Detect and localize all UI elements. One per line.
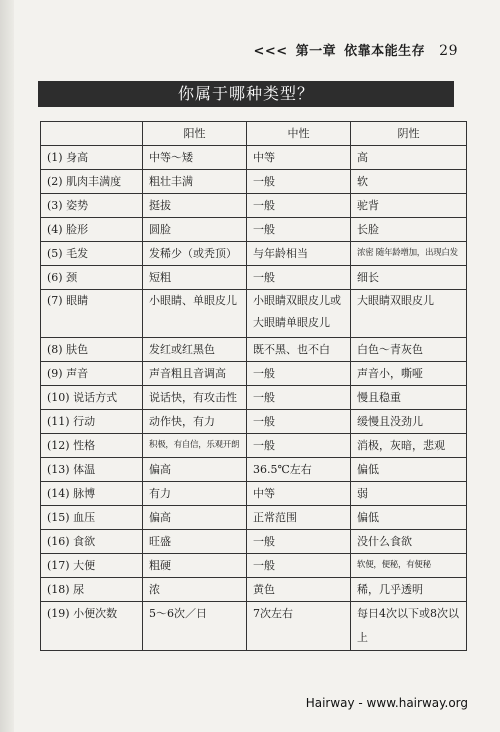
row-label: (3) 姿势 <box>41 194 143 218</box>
row-label: (9) 声音 <box>41 362 143 386</box>
yang-cell: 旺盛 <box>143 530 247 554</box>
table-row <box>41 602 467 651</box>
running-head <box>253 40 458 59</box>
table-header-row <box>41 122 467 146</box>
yin-cell: 缓慢且没劲儿 <box>351 410 467 434</box>
neutral-cell: 小眼睛双眼皮儿或大眼睛单眼皮儿 <box>247 290 351 338</box>
row-label: (8) 肤色 <box>41 338 143 362</box>
yin-cell: 软便，便秘，有便秘 <box>351 554 467 578</box>
yin-cell: 长脸 <box>351 218 467 242</box>
table-row <box>41 218 467 242</box>
table-row <box>41 266 467 290</box>
neutral-cell: 一般 <box>247 218 351 242</box>
book-spine-shadow <box>0 0 14 732</box>
table-row <box>41 170 467 194</box>
neutral-cell: 一般 <box>247 434 351 458</box>
neutral-cell: 一般 <box>247 554 351 578</box>
neutral-cell: 与年龄相当 <box>247 242 351 266</box>
table-row <box>41 338 467 362</box>
neutral-cell: 一般 <box>247 530 351 554</box>
table-row <box>41 194 467 218</box>
row-label: (18) 尿 <box>41 578 143 602</box>
yin-cell: 高 <box>351 146 467 170</box>
neutral-cell: 黄色 <box>247 578 351 602</box>
table-row <box>41 146 467 170</box>
watermark-text: Hairway - www.hairway.org <box>305 696 468 710</box>
yin-cell: 弱 <box>351 482 467 506</box>
yang-cell: 5～6次／日 <box>143 602 247 651</box>
yin-cell: 没什么食欲 <box>351 530 467 554</box>
table-row <box>41 554 467 578</box>
table-row <box>41 386 467 410</box>
yang-cell: 动作快，有力 <box>143 410 247 434</box>
yang-cell: 积极，有自信，乐观开朗 <box>143 434 247 458</box>
yin-cell: 白色～青灰色 <box>351 338 467 362</box>
row-label: (1) 身高 <box>41 146 143 170</box>
chapter-label: 第一章 <box>295 44 337 59</box>
header-cell-yin: 阴性 <box>351 122 467 146</box>
body-type-table <box>40 121 467 651</box>
table-row <box>41 434 467 458</box>
table-row <box>41 578 467 602</box>
neutral-cell: 既不黑、也不白 <box>247 338 351 362</box>
page-number: 29 <box>439 43 458 59</box>
neutral-cell: 中等 <box>247 146 351 170</box>
yang-cell: 小眼睛、单眼皮儿 <box>143 290 247 338</box>
yang-cell: 中等～矮 <box>143 146 247 170</box>
header-cell-neutral: 中性 <box>247 122 351 146</box>
yang-cell: 挺拔 <box>143 194 247 218</box>
header-cell-yang: 阳性 <box>143 122 247 146</box>
neutral-cell: 一般 <box>247 170 351 194</box>
yang-cell: 有力 <box>143 482 247 506</box>
table-row <box>41 458 467 482</box>
yang-cell: 偏高 <box>143 506 247 530</box>
row-label: (5) 毛发 <box>41 242 143 266</box>
row-label: (13) 体温 <box>41 458 143 482</box>
yin-cell: 稀，几乎透明 <box>351 578 467 602</box>
yin-cell: 细长 <box>351 266 467 290</box>
chapter-title: 依靠本能生存 <box>344 44 426 59</box>
yang-cell: 偏高 <box>143 458 247 482</box>
running-head-marker: <<< <box>253 44 288 59</box>
table-row <box>41 482 467 506</box>
yang-cell: 粗硬 <box>143 554 247 578</box>
yin-cell: 浓密 随年龄增加，出现白发 <box>351 242 467 266</box>
table-row <box>41 530 467 554</box>
table-row <box>41 506 467 530</box>
table-row <box>41 290 467 338</box>
neutral-cell: 一般 <box>247 410 351 434</box>
yang-cell: 粗壮丰满 <box>143 170 247 194</box>
yin-cell: 驼背 <box>351 194 467 218</box>
yin-cell: 慢且稳重 <box>351 386 467 410</box>
row-label: (12) 性格 <box>41 434 143 458</box>
row-label: (19) 小便次数 <box>41 602 143 651</box>
yang-cell: 声音粗且音调高 <box>143 362 247 386</box>
yang-cell: 说话快，有攻击性 <box>143 386 247 410</box>
neutral-cell: 一般 <box>247 362 351 386</box>
row-label: (10) 说话方式 <box>41 386 143 410</box>
yin-cell: 消极，灰暗，悲观 <box>351 434 467 458</box>
yin-cell: 大眼睛双眼皮儿 <box>351 290 467 338</box>
yang-cell: 浓 <box>143 578 247 602</box>
row-label: (6) 颈 <box>41 266 143 290</box>
neutral-cell: 一般 <box>247 194 351 218</box>
row-label: (17) 大便 <box>41 554 143 578</box>
neutral-cell: 一般 <box>247 266 351 290</box>
yin-cell: 偏低 <box>351 458 467 482</box>
header-cell-empty <box>41 122 143 146</box>
neutral-cell: 正常范围 <box>247 506 351 530</box>
yin-cell: 软 <box>351 170 467 194</box>
neutral-cell: 36.5℃左右 <box>247 458 351 482</box>
row-label: (14) 脉博 <box>41 482 143 506</box>
neutral-cell: 中等 <box>247 482 351 506</box>
table-row <box>41 362 467 386</box>
row-label: (2) 肌肉丰满度 <box>41 170 143 194</box>
row-label: (15) 血压 <box>41 506 143 530</box>
row-label: (16) 食欲 <box>41 530 143 554</box>
yang-cell: 发稀少（或秃顶） <box>143 242 247 266</box>
yin-cell: 声音小，嘶哑 <box>351 362 467 386</box>
row-label: (4) 脸形 <box>41 218 143 242</box>
neutral-cell: 7次左右 <box>247 602 351 651</box>
yin-cell: 每日4次以下或8次以上 <box>351 602 467 651</box>
table-row <box>41 410 467 434</box>
section-title: 你属于哪种类型？ <box>38 81 454 107</box>
yang-cell: 发红或红黑色 <box>143 338 247 362</box>
neutral-cell: 一般 <box>247 386 351 410</box>
yang-cell: 圆脸 <box>143 218 247 242</box>
row-label: (7) 眼睛 <box>41 290 143 338</box>
table-row <box>41 242 467 266</box>
row-label: (11) 行动 <box>41 410 143 434</box>
yin-cell: 偏低 <box>351 506 467 530</box>
yang-cell: 短粗 <box>143 266 247 290</box>
